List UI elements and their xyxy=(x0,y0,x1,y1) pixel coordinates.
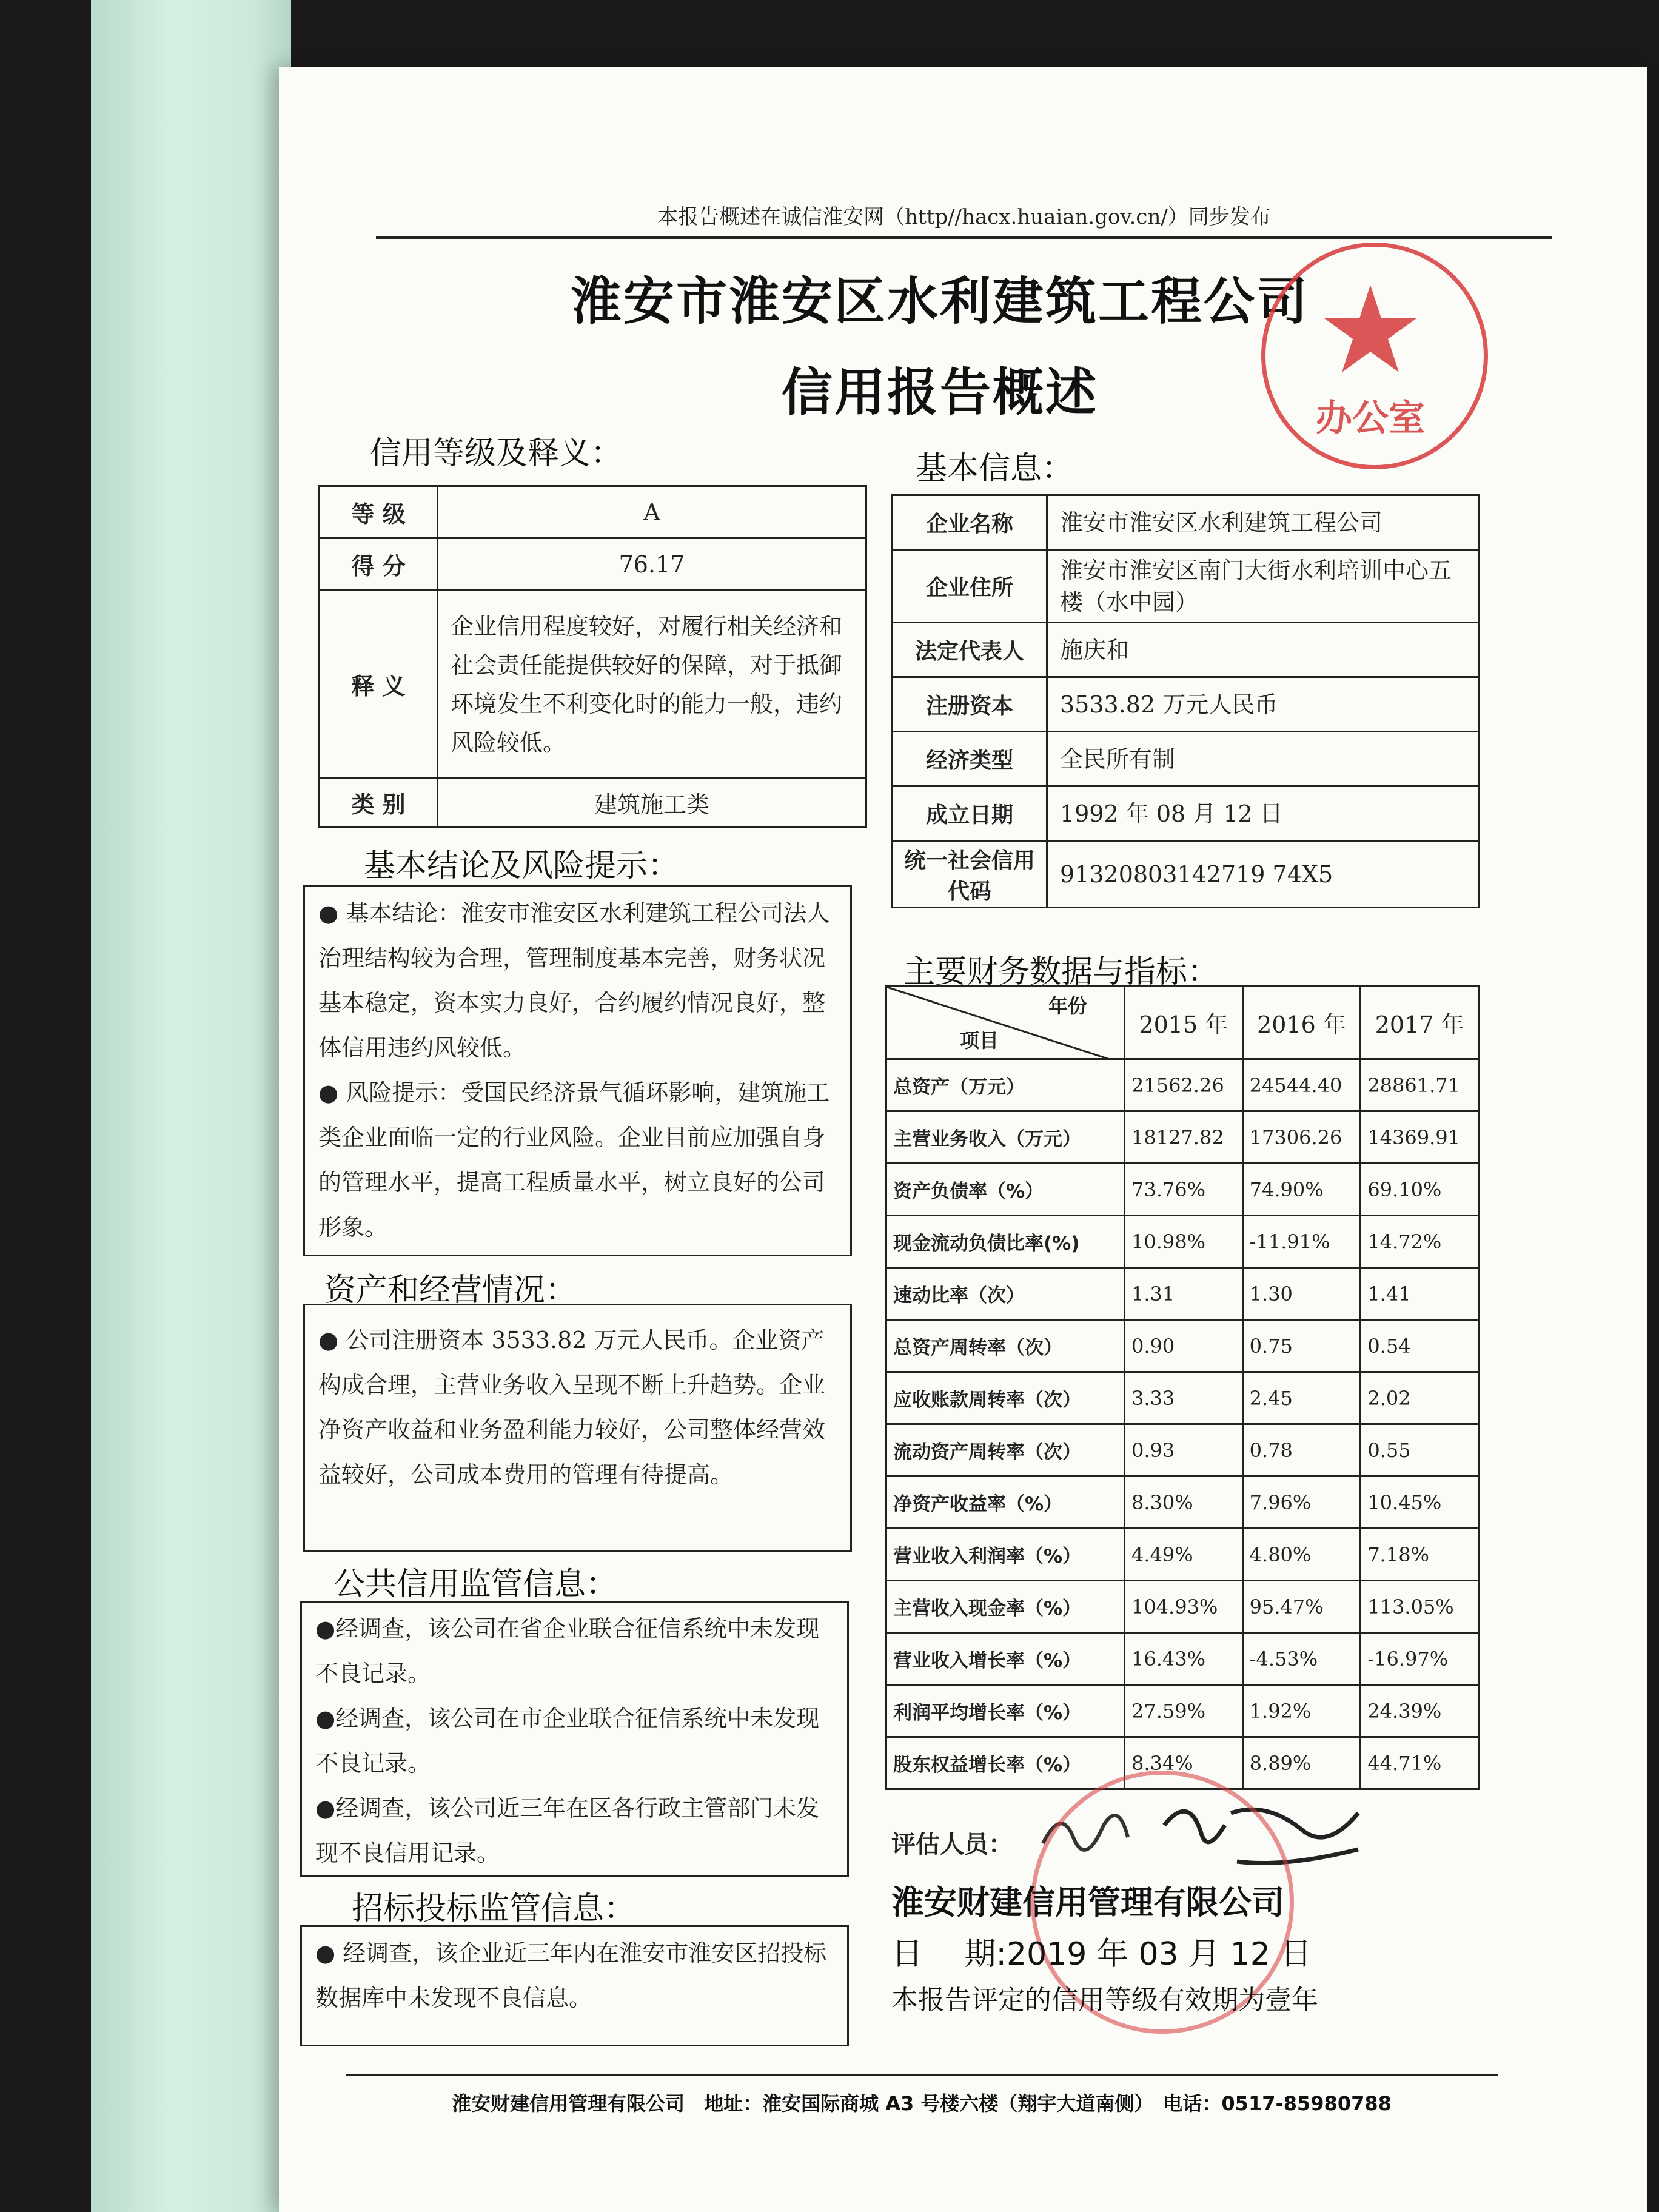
financial-value: 69.10% xyxy=(1361,1164,1479,1216)
basic-info-label: 注册资本 xyxy=(893,677,1047,732)
financial-item: 净资产收益率（%） xyxy=(886,1476,1125,1529)
validity-note: 本报告评定的信用等级有效期为壹年 xyxy=(891,1985,1318,2016)
public-text-3: ●经调查，该公司近三年在区各行政主管部门未发现不良信用记录。 xyxy=(315,1795,820,1866)
corner-year-label: 年份 xyxy=(1048,994,1087,1017)
score-label: 得 分 xyxy=(320,538,438,591)
financial-item: 流动资产周转率（次） xyxy=(886,1424,1125,1476)
basic-info-value: 淮安市淮安区水利建筑工程公司 xyxy=(1047,495,1479,550)
financial-value: 3.33 xyxy=(1125,1372,1243,1424)
evaluators-label: 评估人员： xyxy=(891,1831,1013,1858)
bidding-heading: 招标投标监管信息： xyxy=(352,1891,636,1927)
basic-info-label: 统一社会信用代码 xyxy=(893,841,1047,908)
financial-item: 主营收入现金率（%） xyxy=(886,1581,1125,1633)
financial-value: 74.90% xyxy=(1242,1164,1361,1216)
financial-heading: 主要财务数据与指标： xyxy=(903,954,1219,990)
financial-value: 4.80% xyxy=(1242,1529,1361,1581)
page-subtitle: 信用报告概述 xyxy=(781,362,1098,422)
year-header: 2016 年 xyxy=(1242,987,1361,1059)
financial-value: 8.30% xyxy=(1125,1476,1243,1529)
financial-value: 10.45% xyxy=(1361,1476,1479,1529)
bidding-text: ● 经调查，该企业近三年内在淮安市淮安区招投标数据库中未发现不良信息。 xyxy=(315,1940,827,2011)
grade-value: A xyxy=(438,486,866,538)
financial-value: 10.98% xyxy=(1125,1216,1243,1268)
financial-value: 1.30 xyxy=(1242,1268,1361,1320)
credit-heading: 信用等级及释义： xyxy=(370,435,623,472)
financial-row xyxy=(886,1685,1479,1737)
page-title: 淮安市淮安区水利建筑工程公司 xyxy=(570,271,1309,331)
credit-table xyxy=(318,485,867,828)
financial-item: 股东权益增长率（%） xyxy=(886,1737,1125,1789)
financial-value: 44.71% xyxy=(1361,1737,1479,1789)
issue-date: 日 期:2019 年 03 月 12 日 xyxy=(891,1936,1312,1972)
financial-value: 24.39% xyxy=(1361,1685,1479,1737)
corner-cell xyxy=(886,987,1125,1059)
financial-row xyxy=(886,1372,1479,1424)
basic-info-value: 淮安市淮安区南门大街水利培训中心五楼（水中园） xyxy=(1047,550,1479,623)
financial-value: 17306.26 xyxy=(1242,1111,1361,1164)
basic-info-label: 经济类型 xyxy=(893,732,1047,786)
grade-label: 等 级 xyxy=(320,486,438,538)
conclusion-text: ● 基本结论：淮安市淮安区水利建筑工程公司法人治理结构较为合理，管理制度基本完善，财务状况基本稳定，资本实力良好，合约履约情况良好，整体信用违约风较低。 xyxy=(318,900,830,1061)
financial-value: 0.90 xyxy=(1125,1320,1243,1372)
financial-value: 104.93% xyxy=(1125,1581,1243,1633)
desc-label: 释 义 xyxy=(320,591,438,779)
financial-value: 24544.40 xyxy=(1242,1059,1361,1111)
financial-value: 21562.26 xyxy=(1125,1059,1243,1111)
financial-row xyxy=(886,1633,1479,1685)
basic-info-label: 企业名称 xyxy=(893,495,1047,550)
official-seal-stamp xyxy=(1261,243,1488,469)
basic-info-value: 全民所有制 xyxy=(1047,732,1479,786)
basic-info-row xyxy=(893,495,1479,550)
financial-item: 总资产周转率（次） xyxy=(886,1320,1125,1372)
basic-info-row xyxy=(893,623,1479,677)
financial-item: 现金流动负债比率(%) xyxy=(886,1216,1125,1268)
financial-value: -11.91% xyxy=(1242,1216,1361,1268)
financial-row xyxy=(886,1216,1479,1268)
financial-table xyxy=(885,985,1480,1790)
category-label: 类 别 xyxy=(320,779,438,827)
financial-row xyxy=(886,1111,1479,1164)
basic-info-label: 成立日期 xyxy=(893,786,1047,841)
star-icon xyxy=(1324,285,1416,372)
financial-row xyxy=(886,1059,1479,1111)
financial-value: 2.02 xyxy=(1361,1372,1479,1424)
basic-info-value: 施庆和 xyxy=(1047,623,1479,677)
footer: 淮安财建信用管理有限公司 地址：淮安国际商城 A3 号楼六楼（翔宇大道南侧） 电话：0517-85980788 xyxy=(346,2074,1498,2116)
basic-info-row xyxy=(893,677,1479,732)
assets-heading: 资产和经营情况： xyxy=(324,1272,577,1309)
assets-text: ● 公司注册资本 3533.82 万元人民币。企业资产构成合理，主营业务收入呈现不断上升趋势。企业净资产收益和业务盈利能力较好，公司整体经营效益较好，公司成本费用的管理有待提高。 xyxy=(318,1327,826,1488)
book-spine-page xyxy=(91,0,291,2212)
financial-value: 18127.82 xyxy=(1125,1111,1243,1164)
financial-value: 2.45 xyxy=(1242,1372,1361,1424)
financial-row xyxy=(886,1164,1479,1216)
financial-value: 73.76% xyxy=(1125,1164,1243,1216)
basic-info-value: 3533.82 万元人民币 xyxy=(1047,677,1479,732)
basic-info-label: 企业住所 xyxy=(893,550,1047,623)
financial-item: 营业收入利润率（%） xyxy=(886,1529,1125,1581)
issuer-company: 淮安财建信用管理有限公司 xyxy=(891,1883,1284,1922)
financial-item: 主营业务收入（万元） xyxy=(886,1111,1125,1164)
financial-value: 8.34% xyxy=(1125,1737,1243,1789)
basic-info-row xyxy=(893,786,1479,841)
financial-value: 16.43% xyxy=(1125,1633,1243,1685)
financial-value: -16.97% xyxy=(1361,1633,1479,1685)
category-value: 建筑施工类 xyxy=(438,779,866,827)
basic-info-value: 1992 年 08 月 12 日 xyxy=(1047,786,1479,841)
financial-value: 7.96% xyxy=(1242,1476,1361,1529)
financial-value: 0.78 xyxy=(1242,1424,1361,1476)
public-text-1: ●经调查，该公司在省企业联合征信系统中未发现不良记录。 xyxy=(315,1615,820,1687)
basic-info-row xyxy=(893,732,1479,786)
basic-info-label: 法定代表人 xyxy=(893,623,1047,677)
financial-value: 4.49% xyxy=(1125,1529,1243,1581)
financial-item: 总资产（万元） xyxy=(886,1059,1125,1111)
financial-value: 7.18% xyxy=(1361,1529,1479,1581)
basic-info-table xyxy=(891,494,1480,908)
financial-value: 1.31 xyxy=(1125,1268,1243,1320)
financial-value: -4.53% xyxy=(1242,1633,1361,1685)
basic-info-row xyxy=(893,550,1479,623)
conclusion-box xyxy=(303,885,852,1256)
financial-row xyxy=(886,1424,1479,1476)
financial-row xyxy=(886,1581,1479,1633)
corner-item-label: 项目 xyxy=(960,1029,999,1052)
financial-value: 14.72% xyxy=(1361,1216,1479,1268)
financial-value: 28861.71 xyxy=(1361,1059,1479,1111)
financial-value: 95.47% xyxy=(1242,1581,1361,1633)
financial-value: 0.93 xyxy=(1125,1424,1243,1476)
financial-item: 应收账款周转率（次） xyxy=(886,1372,1125,1424)
conclusion-heading: 基本结论及风险提示： xyxy=(364,848,680,884)
financial-value: 0.75 xyxy=(1242,1320,1361,1372)
desc-value: 企业信用程度较好，对履行相关经济和社会责任能提供较好的保障，对于抵御环境发生不利变化时的能力一般，违约风险较低。 xyxy=(438,591,866,779)
financial-item: 营业收入增长率（%） xyxy=(886,1633,1125,1685)
financial-value: 0.55 xyxy=(1361,1424,1479,1476)
basic-heading: 基本信息： xyxy=(916,451,1074,487)
financial-value: 1.92% xyxy=(1242,1685,1361,1737)
year-header: 2015 年 xyxy=(1125,987,1243,1059)
assets-box xyxy=(303,1304,852,1552)
financial-item: 利润平均增长率（%） xyxy=(886,1685,1125,1737)
public-heading: 公共信用监管信息： xyxy=(333,1566,618,1603)
score-value: 76.17 xyxy=(438,538,866,591)
financial-value: 8.89% xyxy=(1242,1737,1361,1789)
financial-item: 速动比率（次） xyxy=(886,1268,1125,1320)
financial-row xyxy=(886,1529,1479,1581)
financial-value: 14369.91 xyxy=(1361,1111,1479,1164)
header-note: 本报告概述在诚信淮安网（http//hacx.huaian.gov.cn/）同步发布 xyxy=(376,200,1552,239)
financial-row xyxy=(886,1268,1479,1320)
risk-text: ● 风险提示：受国民经济景气循环影响，建筑施工类企业面临一定的行业风险。企业目前应加强自身的管理水平，提高工程质量水平，树立良好的公司形象。 xyxy=(318,1079,830,1241)
financial-item: 资产负债率（%） xyxy=(886,1164,1125,1216)
financial-row xyxy=(886,1320,1479,1372)
financial-value: 0.54 xyxy=(1361,1320,1479,1372)
financial-value: 113.05% xyxy=(1361,1581,1479,1633)
financial-value: 27.59% xyxy=(1125,1685,1243,1737)
financial-row xyxy=(886,1476,1479,1529)
seal-text: 办公室 xyxy=(1316,397,1425,440)
year-header: 2017 年 xyxy=(1361,987,1479,1059)
basic-info-row xyxy=(893,841,1479,908)
basic-info-value: 91320803142719 74X5 xyxy=(1047,841,1479,908)
public-box xyxy=(300,1601,849,1877)
financial-value: 1.41 xyxy=(1361,1268,1479,1320)
bidding-box xyxy=(300,1925,849,2046)
public-text-2: ●经调查，该公司在市企业联合征信系统中未发现不良记录。 xyxy=(315,1705,820,1777)
